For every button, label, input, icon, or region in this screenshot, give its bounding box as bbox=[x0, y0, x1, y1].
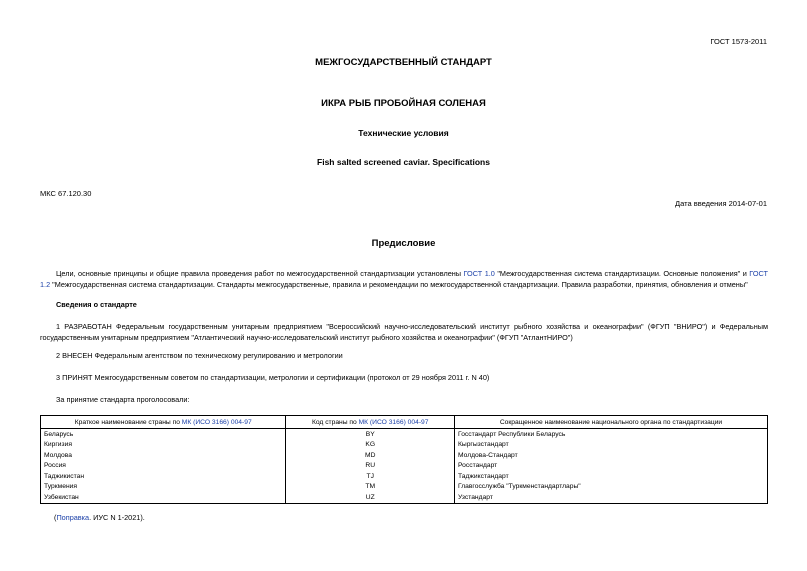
body-cell: Госстандарт Республики Беларусь bbox=[455, 429, 768, 440]
country-cell: Молдова bbox=[41, 450, 286, 461]
preface-text-part3: "Межгосударственная система стандартизации. Стандарты межгосударственные, правила и рекомендации по межгосударственной стандартизации. Правила разработки, принятия, обновления и отмены" bbox=[50, 280, 748, 289]
country-cell: Киргизия bbox=[41, 440, 286, 451]
standard-info-heading: Сведения о стандарте bbox=[56, 300, 137, 309]
column-header-code bbox=[286, 416, 455, 429]
body-cell: Кыргызстандарт bbox=[455, 440, 768, 451]
country-cell: Беларусь bbox=[41, 429, 286, 440]
voted-intro: За принятие стандарта проголосовали: bbox=[56, 395, 190, 404]
table-row bbox=[41, 440, 768, 451]
amendment-text: . ИУС N 1-2021). bbox=[89, 513, 145, 522]
table-header-row bbox=[41, 416, 768, 429]
preface-text-part2: "Межгосударственная система стандартизации. Основные положения" и bbox=[494, 269, 750, 278]
developed-by-item: 1 РАЗРАБОТАН Федеральным государственным унитарным предприятием "Всероссийский научно-исследовательский институт рыбного хозяйства и океанографии" (ФГУП "ВНИРО") и Федеральным государственным унитарным предприятием "Атлантический научно-исследовательский институт рыбного хозяйства и океанографии" (ФГУП "АтлантНИРО") bbox=[40, 322, 768, 342]
table-row bbox=[41, 471, 768, 482]
standard-title: ИКРА РЫБ ПРОБОЙНАЯ СОЛЕНАЯ bbox=[321, 98, 486, 109]
body-cell: Молдова-Стандарт bbox=[455, 450, 768, 461]
standard-subtitle: Технические условия bbox=[358, 128, 449, 138]
table-row bbox=[41, 450, 768, 461]
standard-type-heading: МЕЖГОСУДАРСТВЕННЫЙ СТАНДАРТ bbox=[315, 57, 492, 68]
code-cell: KG bbox=[286, 440, 455, 451]
column-header-country bbox=[41, 416, 286, 429]
voting-states-table bbox=[40, 415, 768, 504]
introduced-by-item: 2 ВНЕСЕН Федеральным агентством по техническому регулированию и метрологии bbox=[56, 351, 343, 360]
preface-heading: Предисловие bbox=[371, 238, 436, 249]
gost-1-2-link[interactable]: ГОСТ 1.2 bbox=[40, 269, 768, 289]
body-cell: Таджикстандарт bbox=[455, 471, 768, 482]
standard-title-english: Fish salted screened caviar. Specifications bbox=[317, 157, 490, 167]
table-row bbox=[41, 482, 768, 493]
column-header-body: Сокращенное наименование национального органа по стандартизации bbox=[455, 416, 768, 429]
amendment-link[interactable]: Поправка bbox=[56, 513, 90, 522]
body-cell: Росстандарт bbox=[455, 461, 768, 472]
country-cell: Туркмения bbox=[41, 482, 286, 493]
preface-text-part1: Цели, основные принципы и общие правила проведения работ по межгосударственной стандартизации установлены bbox=[56, 269, 464, 278]
table-row bbox=[41, 492, 768, 503]
mks-code: МКС 67.120.30 bbox=[40, 189, 92, 198]
mk-iso-link[interactable]: МК (ИСО 3166) 004-97 bbox=[358, 418, 429, 426]
code-cell: MD bbox=[286, 450, 455, 461]
table-row bbox=[41, 461, 768, 472]
introduction-date: Дата введения 2014-07-01 bbox=[675, 199, 767, 208]
column-header-code-text: Код страны по bbox=[311, 418, 359, 426]
document-code: ГОСТ 1573-2011 bbox=[710, 37, 767, 46]
amendment-open-paren: ( bbox=[54, 513, 57, 522]
code-cell: BY bbox=[286, 429, 455, 440]
table-row bbox=[41, 429, 768, 440]
gost-1-0-link[interactable]: ГОСТ 1.0 bbox=[463, 269, 495, 278]
country-cell: Россия bbox=[41, 461, 286, 472]
adopted-by-item: 3 ПРИНЯТ Межгосударственным советом по стандартизации, метрологии и сертификации (протокол от 29 ноября 2011 г. N 40) bbox=[56, 373, 490, 382]
mk-iso-link[interactable]: МК (ИСО 3166) 004-97 bbox=[181, 418, 252, 426]
amendment-note bbox=[54, 513, 145, 522]
country-cell: Таджикистан bbox=[41, 471, 286, 482]
code-cell: RU bbox=[286, 461, 455, 472]
code-cell: TM bbox=[286, 482, 455, 493]
code-cell: TJ bbox=[286, 471, 455, 482]
preface-paragraph bbox=[40, 268, 768, 290]
column-header-country-text: Краткое наименование страны по bbox=[74, 418, 182, 426]
body-cell: Главгосслужба "Туркменстандартлары" bbox=[455, 482, 768, 493]
code-cell: UZ bbox=[286, 492, 455, 503]
body-cell: Узстандарт bbox=[455, 492, 768, 503]
country-cell: Узбекистан bbox=[41, 492, 286, 503]
